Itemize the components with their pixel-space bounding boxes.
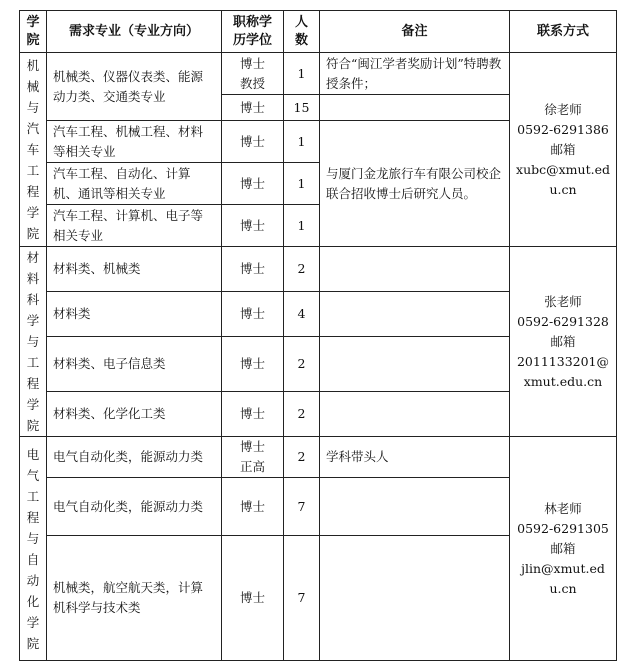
- major-cell: 材料类、电子信息类: [47, 337, 222, 392]
- count-cell: 15: [284, 95, 320, 121]
- degree-cell: 博士: [222, 247, 284, 292]
- contact-phone: 0592-6291386: [517, 121, 609, 137]
- degree-cell: 博士: [222, 337, 284, 392]
- table-row: [20, 53, 617, 95]
- major-cell: 汽车工程、计算机、电子等相关专业: [47, 205, 222, 247]
- contact-cell: [510, 437, 617, 661]
- degree-cell: 博士: [222, 291, 284, 337]
- contact-person: 张老师: [544, 293, 582, 309]
- header-college: 学院: [20, 11, 47, 53]
- college-name: 材料科学与工程学院: [20, 247, 47, 437]
- contact-mail-label: 邮箱: [550, 540, 576, 556]
- college-name: 机械与汽车工程学院: [20, 53, 47, 247]
- recruitment-table: [19, 10, 617, 661]
- major-cell: 机械类，航空航天类，计算机科学与技术类: [47, 536, 222, 661]
- count-cell: 1: [284, 205, 320, 247]
- header-major: 需求专业（专业方向）: [47, 11, 222, 53]
- note-cell: [320, 337, 510, 392]
- major-cell: 汽车工程、自动化、计算机、通讯等相关专业: [47, 163, 222, 205]
- table-row: [20, 437, 617, 478]
- degree-cell: 博士正高: [222, 437, 284, 478]
- count-cell: 4: [284, 291, 320, 337]
- degree-cell: 博士: [222, 536, 284, 661]
- contact-email: 2011133201@xmut.edu.cn: [516, 353, 610, 389]
- note-cell: 与厦门金龙旅行车有限公司校企联合招收博士后研究人员。: [320, 121, 510, 247]
- contact-cell: [510, 53, 617, 247]
- major-cell: 机械类、仪器仪表类、能源动力类、交通类专业: [47, 53, 222, 121]
- major-cell: 汽车工程、机械工程、材料等相关专业: [47, 121, 222, 163]
- contact-phone: 0592-6291305: [517, 520, 609, 536]
- note-cell: 符合“闽江学者奖励计划”特聘教授条件；: [320, 53, 510, 95]
- note-cell: 学科带头人: [320, 437, 510, 478]
- degree-cell: 博士: [222, 205, 284, 247]
- contact-mail-label: 邮箱: [550, 333, 576, 349]
- count-cell: 2: [284, 392, 320, 437]
- degree-cell: 博士: [222, 392, 284, 437]
- contact-email: xubc@xmut.edu.cn: [516, 161, 610, 197]
- contact-email: jlin@xmut.edu.cn: [521, 560, 605, 596]
- note-cell: [320, 536, 510, 661]
- count-cell: 1: [284, 121, 320, 163]
- degree-cell: 博士: [222, 121, 284, 163]
- count-cell: 7: [284, 478, 320, 536]
- header-contact: 联系方式: [510, 11, 617, 53]
- note-cell: [320, 392, 510, 437]
- contact-phone: 0592-6291328: [517, 313, 609, 329]
- count-cell: 2: [284, 247, 320, 292]
- count-cell: 1: [284, 163, 320, 205]
- major-cell: 材料类、机械类: [47, 247, 222, 292]
- major-cell: 材料类、化学化工类: [47, 392, 222, 437]
- major-cell: 电气自动化类，能源动力类: [47, 478, 222, 536]
- note-cell: [320, 291, 510, 337]
- header-note: 备注: [320, 11, 510, 53]
- count-cell: 1: [284, 53, 320, 95]
- note-cell: [320, 247, 510, 292]
- count-cell: 2: [284, 337, 320, 392]
- college-name: 电气工程与自动化学院: [20, 437, 47, 661]
- header-count: 人数: [284, 11, 320, 53]
- contact-cell: [510, 247, 617, 437]
- major-cell: 材料类: [47, 291, 222, 337]
- degree-cell: 博士: [222, 95, 284, 121]
- degree-cell: 博士教授: [222, 53, 284, 95]
- header-title-degree: 职称学历学位: [222, 11, 284, 53]
- header-row: [20, 11, 617, 53]
- contact-person: 徐老师: [544, 101, 582, 117]
- major-cell: 电气自动化类，能源动力类: [47, 437, 222, 478]
- count-cell: 2: [284, 437, 320, 478]
- count-cell: 7: [284, 536, 320, 661]
- contact-mail-label: 邮箱: [550, 141, 576, 157]
- contact-person: 林老师: [544, 500, 582, 516]
- note-cell: [320, 95, 510, 121]
- table-row: [20, 247, 617, 292]
- degree-cell: 博士: [222, 478, 284, 536]
- degree-cell: 博士: [222, 163, 284, 205]
- note-cell: [320, 478, 510, 536]
